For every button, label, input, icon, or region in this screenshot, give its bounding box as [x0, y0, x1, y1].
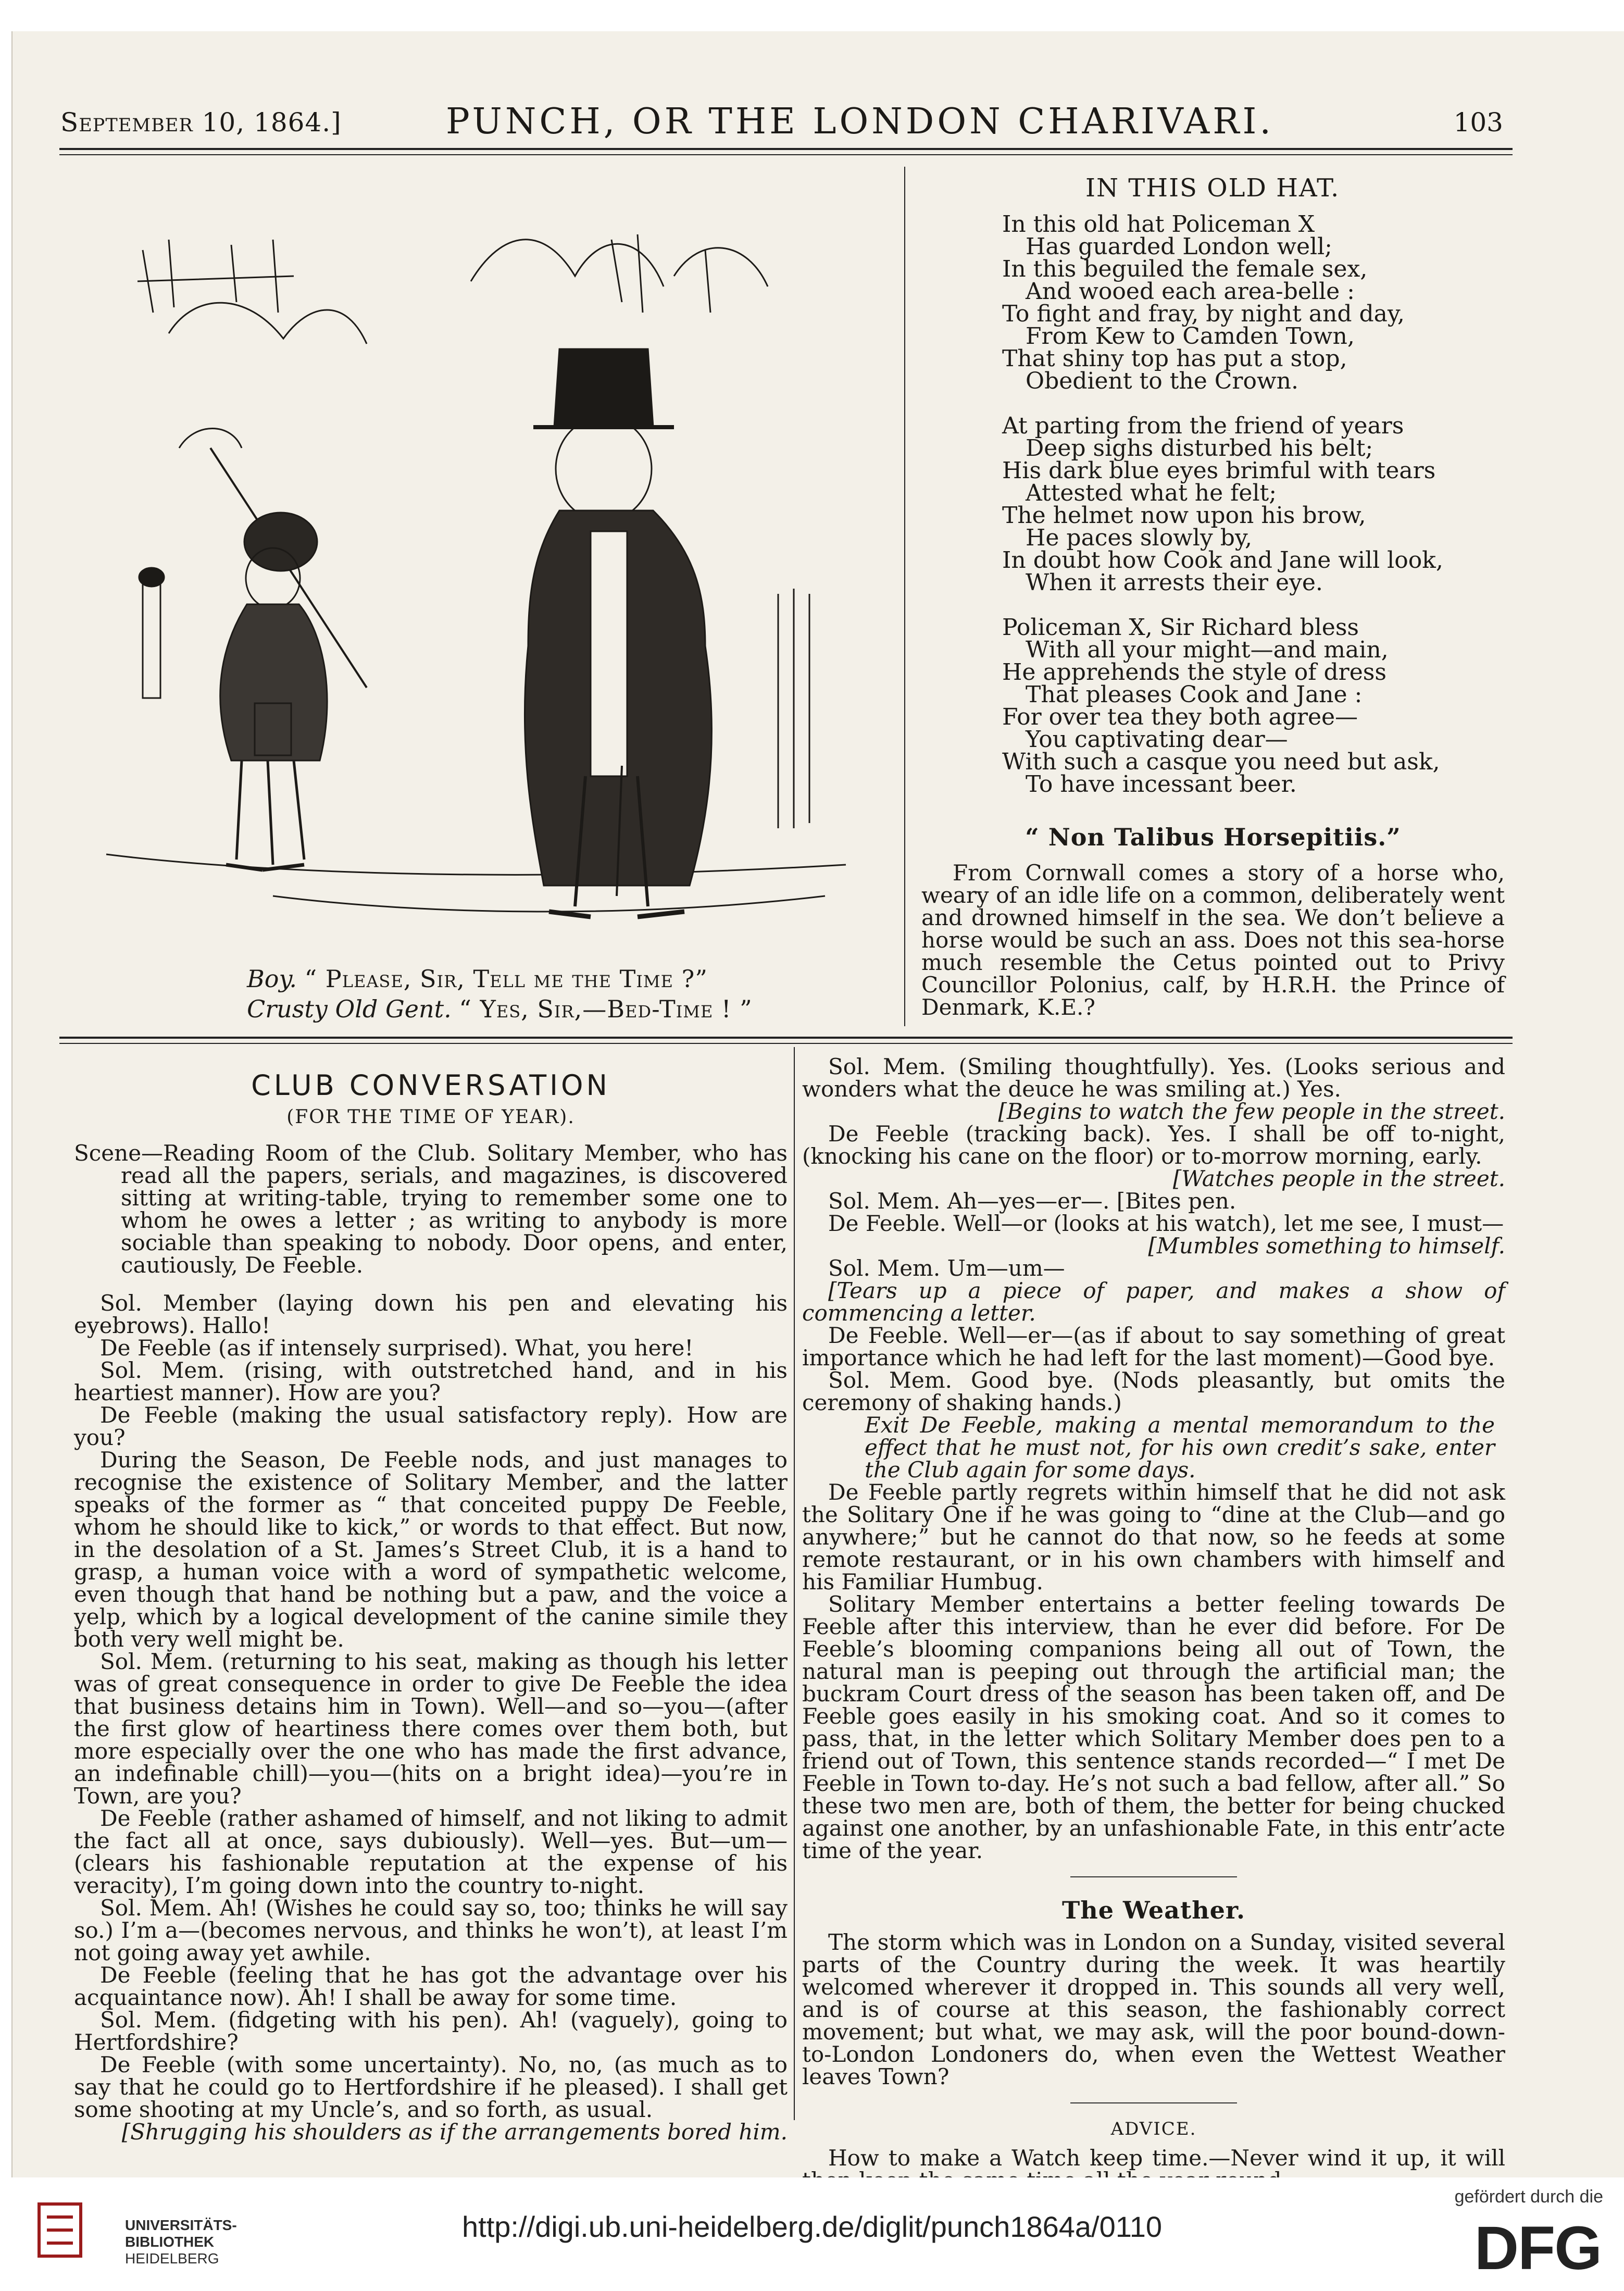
poem-stanza [1002, 614, 1523, 798]
narrative-paragraph: During the Season, De Feeble nods, and just manages to recognise the existence of Solitary Member, and the latter speaks of the former as “ that conceited puppy De Feeble, whom he should like to kick,” or words to that effect. But now, in the desolation of a St. James’s Street Club, it is a hand to grasp, a human voice with a word of sympathetic welcome, even though that hand be nothing but a paw, and the voice a yelp, which by a logical development of the canine simile they both very well might be. [74, 1447, 788, 1652]
poem-line: In doubt how Cook and Jane will look, [1002, 547, 1443, 574]
poem-line: From Kew to Camden Town, [1026, 323, 1355, 350]
page-number: 103 [1453, 107, 1503, 138]
poem-line: Policeman X, Sir Richard bless [1002, 614, 1359, 641]
dialogue-line: De Feeble (tracking back). Yes. I shall be off to-night, (knocking his cane on the floor) or to-morrow morning, early. [802, 1121, 1505, 1169]
masthead-rule [59, 148, 1513, 150]
supported-by-label: gefördert durch die [1454, 2187, 1603, 2207]
dialogue-line: De Feeble. Well—er—(as if about to say something of great importance which he had left for the last moment)—Good bye. [802, 1323, 1505, 1371]
caption-boy-text: “ Please, Sir, Tell me the Time ?” [304, 965, 708, 993]
poem-line: Attested what he felt; [1026, 480, 1277, 506]
dialogue-line: De Feeble (as if intensely surprised). What, you here! [100, 1335, 694, 1361]
poem-line: That pleases Cook and Jane : [1026, 681, 1363, 708]
poem-stanza [1002, 213, 1523, 392]
digitization-footer [0, 2177, 1624, 2291]
dialogue-line: Sol. Mem. Good bye. (Nods pleasantly, but omits the ceremony of shaking hands.) [802, 1367, 1505, 1415]
library-name-line: BIBLIOTHEK [125, 2234, 215, 2250]
section-rule-thin [59, 1043, 1513, 1044]
stage-direction: [Mumbles something to himself. [1148, 1233, 1505, 1259]
poem-line: His dark blue eyes brimful with tears [1002, 457, 1436, 484]
poem-line: Deep sighs disturbed his belt; [1026, 435, 1373, 462]
stage-direction: [Tears up a piece of paper, and makes a show of commencing a letter. [802, 1278, 1505, 1326]
poem-line: Has guarded London well; [1026, 233, 1332, 260]
advice-title: ADVICE. [1110, 2119, 1197, 2139]
caption-gent-text: “ Yes, Sir,—Bed-Time ! ” [459, 995, 753, 1023]
permalink-url[interactable]: http://digi.ub.uni-heidelberg.de/diglit/punch1864a/0110 [462, 2210, 1162, 2243]
dfg-logo: DFG [1474, 2214, 1601, 2283]
divider-rule [1070, 1876, 1237, 1877]
dialogue-line: De Feeble (making the usual satisfactory reply). How are you? [74, 1402, 788, 1450]
non-talibus-article [921, 823, 1505, 1018]
dialogue-line: Sol. Member (laying down his pen and elevating his eyebrows). Hallo! [74, 1290, 788, 1338]
poem-line: With all your might—and main, [1026, 637, 1389, 663]
caption-gent-line [247, 994, 753, 1024]
poem-line: To have incessant beer. [1026, 771, 1297, 798]
divider-rule [1070, 2102, 1237, 2103]
section-rule [59, 1037, 1513, 1039]
caption-boy-speaker: Boy. [247, 965, 297, 993]
poem-line: When it arrests their eye. [1026, 569, 1323, 596]
page-sheet [11, 31, 1624, 2177]
dialogue-line: Sol. Mem. Um—um— [828, 1255, 1065, 1281]
club-conversation-left-column [74, 1068, 788, 2143]
caption-gent-speaker: Crusty Old Gent. [247, 995, 452, 1023]
column-divider [904, 167, 905, 1026]
library-name-line: UNIVERSITÄTS- [125, 2217, 237, 2233]
exit-direction: Exit De Feeble, making a mental memorandum to the effect that he must not, for his own credit’s sake, enter the Club again for some days. [865, 1412, 1495, 1483]
poem-line: To fight and fray, by night and day, [1002, 301, 1405, 327]
dialogue-line: De Feeble (with some uncertainty). No, no, (as much as to say that he could go to Hertfordshire if he pleased). I shall get some shooting at my Uncle’s, and so forth, as usual. [74, 2052, 788, 2122]
dialogue-line: De Feeble (feeling that he has got the advantage over his acquaintance now). Ah! I shall be away for some time. [74, 1962, 788, 2010]
scene-description: Scene—Reading Room of the Club. Solitary Member, who has read all the papers, serials, and magazines, is discovered sitting at writing-table, trying to remember some one to whom he owes a letter ; as writing to anybody is more sociable than speaking to nobody. Door opens, and enter, cautiously, De Feeble. [74, 1140, 788, 1278]
poem-line: At parting from the friend of years [1002, 413, 1404, 439]
dialogue-line: De Feeble. Well—or (looks at his watch), let me see, I must— [828, 1211, 1504, 1236]
column-divider-lower [794, 1047, 795, 2120]
weather-title: The Weather. [1062, 1896, 1245, 1924]
club-conversation-subtitle: (FOR THE TIME OF YEAR). [286, 1106, 575, 1128]
non-talibus-title: “ Non Talibus Horsepitiis.” [1025, 823, 1401, 851]
stage-direction: [Watches people in the street. [1172, 1166, 1505, 1191]
club-conversation-right-column [802, 1055, 1505, 2192]
dialogue-line: Sol. Mem. (fidgeting with his pen). Ah! (vaguely), going to Hertfordshire? [74, 2007, 788, 2055]
poem-line: He paces slowly by, [1026, 525, 1252, 551]
masthead-rule-thin [59, 154, 1513, 155]
cartoon-drawing [75, 177, 888, 958]
poem-title: IN THIS OLD HAT. [1085, 173, 1340, 203]
dialogue-line: Sol. Mem. Ah! (Wishes he could say so, too; thinks he will say so.) I’m a—(becomes nervous, and thinks he won’t), at least I’m not going away yet awhile. [74, 1895, 788, 1965]
caption-boy-line [247, 964, 753, 994]
poem-line: For over tea they both agree— [1002, 704, 1358, 730]
cartoon-illustration [75, 177, 888, 958]
advice-text: How to make a Watch keep time.—Never wind it up, it will [828, 2145, 1505, 2171]
poem-line: He apprehends the style of dress [1002, 659, 1386, 686]
poem-line: The helmet now upon his brow, [1002, 502, 1366, 529]
club-conversation-title: CLUB CONVERSATION [251, 1069, 610, 1102]
poem-line: In this beguiled the female sex, [1002, 256, 1368, 282]
stage-direction: [Begins to watch the few people in the street. [998, 1099, 1505, 1124]
stage-direction: [Shrugging his shoulders as if the arrangements bored him. [121, 2119, 788, 2145]
dialogue-line: Sol. Mem. Ah—yes—er—. [Bites pen. [828, 1188, 1236, 1214]
poem-stanza [1002, 415, 1523, 594]
poem-line: In this old hat Policeman X [1002, 211, 1315, 238]
dialogue-line: De Feeble (rather ashamed of himself, and not liking to admit the fact all at once, says dubiously). Well—yes. But—um—(clears his fashionable reputation at the expense of his veracity), I’m going down into the country to-night. [74, 1806, 788, 1898]
poem-line: You captivating dear— [1026, 726, 1288, 753]
weather-text: The storm which was in London on a Sunday, visited several parts of the Country during the week. It was heartily welcomed wherever it dropped in. This sounds all very well, and is of course at this season, the fashionably correct movement; but what, we may ask, will the poor bound-down-to-London Londoners do, when even the Wettest Weather leaves Town? [802, 1929, 1505, 2089]
poem-line: And wooed each area-belle : [1026, 278, 1355, 305]
poem-line: With such a casque you need but ask, [1002, 749, 1440, 775]
library-name-line: HEIDELBERG [125, 2250, 219, 2267]
periodical-title: PUNCH, OR THE LONDON CHARIVARI. [446, 101, 1274, 142]
dialogue-line: Sol. Mem. (Smiling thoughtfully). Yes. (Looks serious and wonders what the deuce he was smiling at.) Yes. [802, 1054, 1505, 1102]
weather-article [802, 1896, 1505, 2089]
issue-date: September 10, 1864.] [60, 107, 342, 138]
dialogue-line: Sol. Mem. (rising, with outstretched hand, and in his heartiest manner). How are you? [74, 1358, 788, 1405]
poem-line: That shiny top has put a stop, [1002, 345, 1347, 372]
non-talibus-text: From Cornwall comes a story of a horse who, weary of an idle life on a common, deliberately went and drowned himself in the sea. We don’t believe a horse would be such an ass. Does not this sea-horse much resemble the Cetus pointed out to Privy Councillor Polonius, calf, by H.R.H. the Prince of Denmark, K.E.? [921, 860, 1505, 1020]
narrative-paragraph: De Feeble partly regrets within himself that he did not ask the Solitary One if he was going to “dine at the Club—and go anywhere;” but he cannot do that now, so he feeds at some remote restaurant, or in his own chambers with himself and his Familiar Humbug. [802, 1479, 1505, 1595]
narrative-paragraph: Solitary Member entertains a better feeling towards De Feeble after this interview, than he ever did before. For De Feeble’s blooming companions being all out of Town, the natural man is peeping out through the artificial man; the buckram Court dress of the season has been taken off, and De Feeble goes easily in his smoking coat. And so it comes to pass, that, in the letter which Solitary Member does pen to a friend out of Town, this sentence stands recorded—“ I met De Feeble in Town to-day. He’s not such a bad fellow, after all.” So these two men are, both of them, the better for being chucked against one another, by an unfashionable Fate, in this entr’acte time of the year. [802, 1591, 1505, 1863]
poem-line: Obedient to the Crown. [1026, 368, 1298, 394]
poem-in-this-old-hat [1002, 173, 1523, 818]
dialogue-line: Sol. Mem. (returning to his seat, making as though his letter was of great consequence in order to give De Feeble the idea that business detains him in Town). Well—and so—you—(after the first glow of heartiness there comes over them both, but more especially over the one who has made the first advance, an indefinable chill)—you—(hits on a bright idea)—you’re in Town, are you? [74, 1649, 788, 1809]
cartoon-caption [247, 964, 753, 1024]
masthead [60, 79, 1508, 152]
